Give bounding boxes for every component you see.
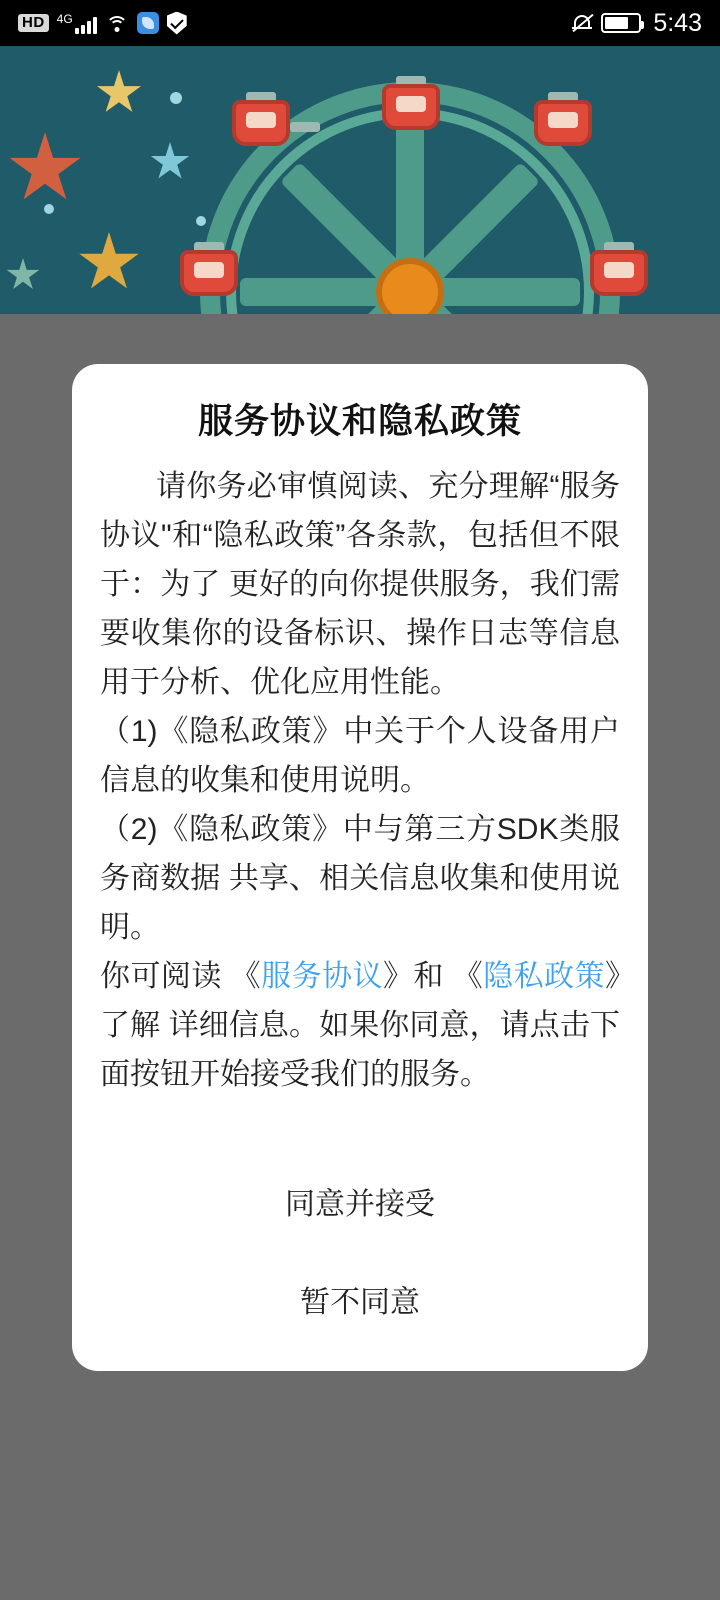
wheel-cabin xyxy=(180,250,238,296)
links-prefix-text: 你可阅读 《 xyxy=(100,960,262,993)
dialog-paragraph-item-2: （2)《隐私政策》中与第三方SDK类服务商数据 共享、相关信息收集和使用说明。 xyxy=(100,813,620,944)
bell-muted-icon xyxy=(571,12,593,34)
dot-decoration xyxy=(44,204,54,214)
hd-badge-icon: HD xyxy=(18,14,49,33)
star-decoration xyxy=(8,132,82,206)
star-decoration xyxy=(78,232,140,294)
ferris-wheel-banner xyxy=(0,46,720,314)
links-suffix-text: 》了解 详细信息。如果你同意，请点击下面按钮开始接受我们的服务。 xyxy=(100,960,621,1091)
wheel-cabin xyxy=(534,100,592,146)
dot-decoration xyxy=(170,92,182,104)
ferris-wheel-graphic xyxy=(200,82,620,314)
star-decoration xyxy=(150,142,190,182)
links-middle-text: 》和 《 xyxy=(382,960,484,993)
network-type-label: 4G xyxy=(56,11,73,26)
accept-button[interactable]: 同意并接受 xyxy=(285,1188,435,1221)
privacy-policy-dialog xyxy=(72,364,648,1371)
status-bar xyxy=(0,0,720,46)
decline-button[interactable]: 暂不同意 xyxy=(300,1286,420,1319)
app-notification-icon xyxy=(137,12,159,34)
wifi-icon xyxy=(105,14,129,32)
status-bar-right xyxy=(571,9,702,38)
status-bar-clock: 5:43 xyxy=(653,8,702,37)
status-bar-left xyxy=(18,12,187,35)
wheel-cabin xyxy=(232,100,290,146)
privacy-policy-link[interactable]: 隐私政策 xyxy=(483,960,606,993)
dialog-title: 服务协议和隐私政策 xyxy=(197,402,522,441)
star-decoration xyxy=(96,70,142,116)
battery-icon xyxy=(601,13,641,33)
dialog-buttons xyxy=(100,1163,620,1337)
star-decoration xyxy=(6,258,40,292)
shield-icon xyxy=(167,12,187,35)
cabin-hanger xyxy=(290,122,320,132)
dialog-paragraph-item-1: （1)《隐私政策》中关于个人设备用户信息的收集和使用说明。 xyxy=(100,715,620,797)
wheel-cabin xyxy=(382,84,440,130)
wheel-cabin xyxy=(590,250,648,296)
signal-strength-icon xyxy=(75,16,97,34)
service-agreement-link[interactable]: 服务协议 xyxy=(261,960,383,993)
signal-bars-icon xyxy=(57,13,97,34)
dialog-paragraph-intro: 请你务必审慎阅读、充分理解“服务协议"和“隐私政策”各条款，包括但不限于：为了 更好的向你提供服务，我们需要收集你的设备标识、操作日志等信息用于分析、优化应用性能。 xyxy=(100,470,620,699)
dialog-paragraph-links xyxy=(100,952,620,1099)
